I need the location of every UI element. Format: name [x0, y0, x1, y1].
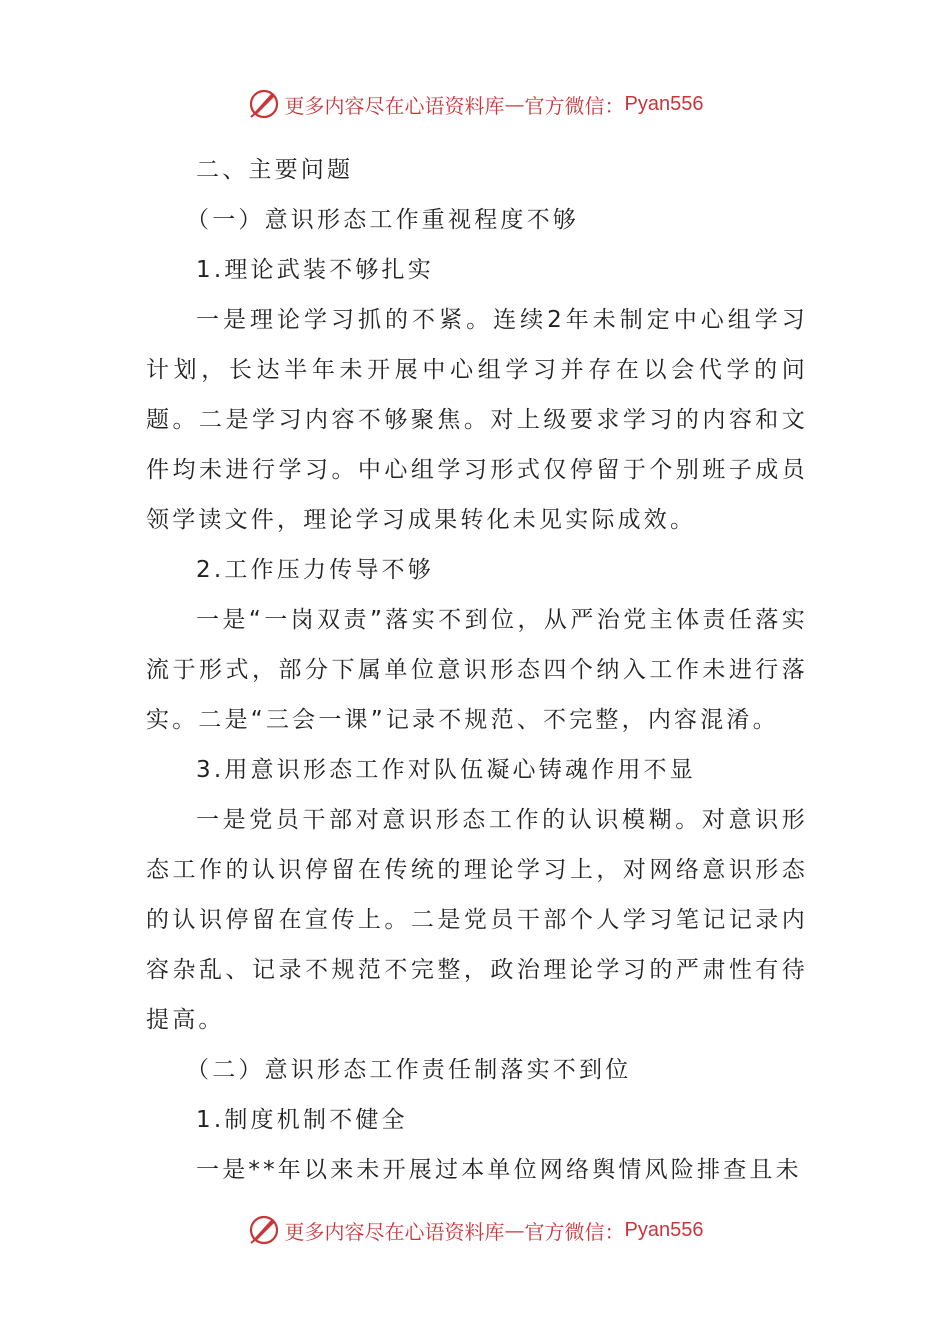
subsection-title-1: （一）意识形态工作重视程度不够 [186, 207, 579, 233]
watermark-site-name: 更多内容尽在心语资料库 [284, 1219, 505, 1244]
watermark-site-name: 更多内容尽在心语资料库 [284, 93, 505, 118]
watermark-wechat-label: 官方微信： [524, 93, 625, 118]
watermark-wechat-id: Pyan556 [624, 1218, 704, 1241]
watermark-separator: — [504, 1218, 525, 1242]
quill-pen-logo-icon [247, 1213, 281, 1247]
watermark-wechat-label: 官方微信： [524, 1219, 625, 1244]
item-body-1-1: 一是理论学习抓的不紧。连续2年未制定中心组学习计划，长达半年未开展中心组学习并存在以会代学的问题。二是学习内容不够聚焦。对上级要求学习的内容和文件均未进行学习。中心组学习形式仅停留于个别班子成员领学读文件，理论学习成果转化未见实际成效。 [146, 307, 808, 533]
watermark-wechat-id: Pyan556 [624, 92, 704, 115]
item-body-1-3: 一是党员干部对意识形态工作的认识模糊。对意识形态工作的认识停留在传统的理论学习上，对网络意识形态的认识停留在宣传上。二是党员干部个人学习笔记记录内容杂乱、记录不规范不完整，政治理论学习的严肃性有待提高。 [146, 807, 808, 1033]
item-title-2-1: 1.制度机制不健全 [196, 1107, 408, 1133]
item-title-1-1: 1.理论武装不够扎实 [196, 257, 434, 283]
item-body-2-1: 一是**年以来未开展过本单位网络舆情风险排查且未 [196, 1157, 802, 1183]
watermark-separator: — [504, 92, 525, 116]
item-body-1-2: 一是“一岗双责”落实不到位，从严治党主体责任落实流于形式，部分下属单位意识形态四个纳入工作未进行落实。二是“三会一课”记录不规范、不完整，内容混淆。 [146, 607, 808, 733]
item-title-1-2: 2.工作压力传导不够 [196, 557, 434, 583]
document-body [146, 145, 808, 1195]
section-title: 二、主要问题 [196, 157, 354, 183]
quill-pen-logo-icon [247, 87, 281, 121]
watermark-header [0, 84, 950, 124]
item-title-1-3: 3.用意识形态工作对队伍凝心铸魂作用不显 [196, 757, 696, 783]
subsection-title-2: （二）意识形态工作责任制落实不到位 [186, 1057, 632, 1083]
watermark-footer [0, 1210, 950, 1250]
